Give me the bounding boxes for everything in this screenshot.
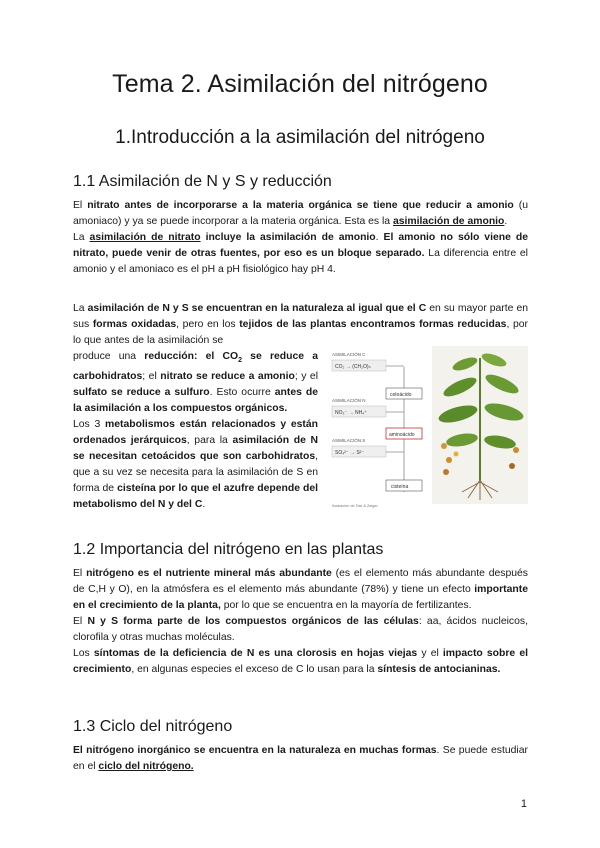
row2-output: aminoácido	[389, 432, 415, 438]
page-title: Tema 2. Asimilación del nitrógeno	[112, 70, 488, 98]
row1-output: cetoácido	[390, 392, 412, 398]
section-1-2-heading: 1.2 Importancia del nitrógeno en las plantas	[73, 541, 384, 558]
row2-label: ASIMILACIÓN N	[332, 398, 366, 403]
paragraph-ciclo: El nitrógeno inorgánico se encuentra en la naturaleza en muchas formas. Se puede estudiar en el ciclo del nitrógeno.	[73, 745, 528, 772]
paragraph-reduccion: produce una reducción: el $CO_2$ se reduce a carbohidratos; el nitrato se reduce a amonio; y el sulfato se reduce a sulfuro. Esto ocurre antes de la asimilación a los compuestos orgánicos. Los 3 metabolismos están relacionados y están ordenados jerárquicos, para la asimilación de N se necesitan cetoácidos que son carbohidratos, que a su vez se necesita para la asimilación de S en forma de cisteína por lo que el azufre depende del metabolismo del N y del C.	[73, 351, 319, 511]
paragraph-importancia: El nitrógeno es el nutriente mineral más abundante (es el elemento más abundante después de C,H y O), en la atmósfera es el elemento más abundante (78%) y tiene un efecto importante en el crecimiento de la planta, por lo que se encuentra en la mayoría de fertilizantes. El N y S forma parte de los compuestos orgánicos de las células: aa, ácidos nucleicos, clorofila y otras muchas moléculas. Los síntomas de la deficiencia de N es una clorosis en hojas viejas y el impacto sobre el crecimiento, en algunas especies el exceso de C lo usan para la síntesis de antocianinas.	[73, 568, 528, 675]
row1-equation: CO₂ → (CH₂O)ₙ	[335, 364, 371, 370]
row3-equation: SO₄²⁻ → S²⁻	[335, 450, 364, 456]
row3-output: cisteína	[391, 484, 409, 490]
page-number: 1	[520, 798, 527, 810]
paragraph-formas-oxidadas: La asimilación de N y S se encuentran en la naturaleza al igual que el C en su mayor parte en sus formas oxidadas, pero en los tejidos de las plantas encontramos formas reducidas, por lo que antes de la asimilación se	[73, 303, 528, 346]
row1-label: ASIMILACIÓN C	[332, 352, 366, 357]
figure-caption: Ilustración de Taiz & Zeiger	[332, 504, 378, 508]
row2-equation: NO₃⁻ → NH₄⁺	[335, 410, 367, 416]
section-1-heading: 1.Introducción a la asimilación del nitrógeno	[115, 127, 485, 148]
section-1-1-heading: 1.1 Asimilación de N y S y reducción	[73, 173, 332, 190]
paragraph-nitrato-amonio: El nitrato antes de incorporarse a la materia orgánica se tiene que reducir a amonio (u amoniaco) y ya se puede incorporar a la materia orgánica. Esta es la asimilación de amonio. La asimilación de nitrato incluye la asimilación de amonio. El amonio no sólo viene de nitrato, puede venir de otras fuentes, por eso es un bloque separado. La diferencia entre el amonio y el amoniaco es el pH a pH fisiológico hay pH 4.	[73, 200, 528, 275]
assimilation-diagram	[328, 342, 528, 512]
row3-label: ASIMILACIÓN S	[332, 438, 366, 443]
section-1-3-heading: 1.3 Ciclo del nitrógeno	[73, 718, 233, 735]
assimilation-figure	[328, 342, 528, 512]
